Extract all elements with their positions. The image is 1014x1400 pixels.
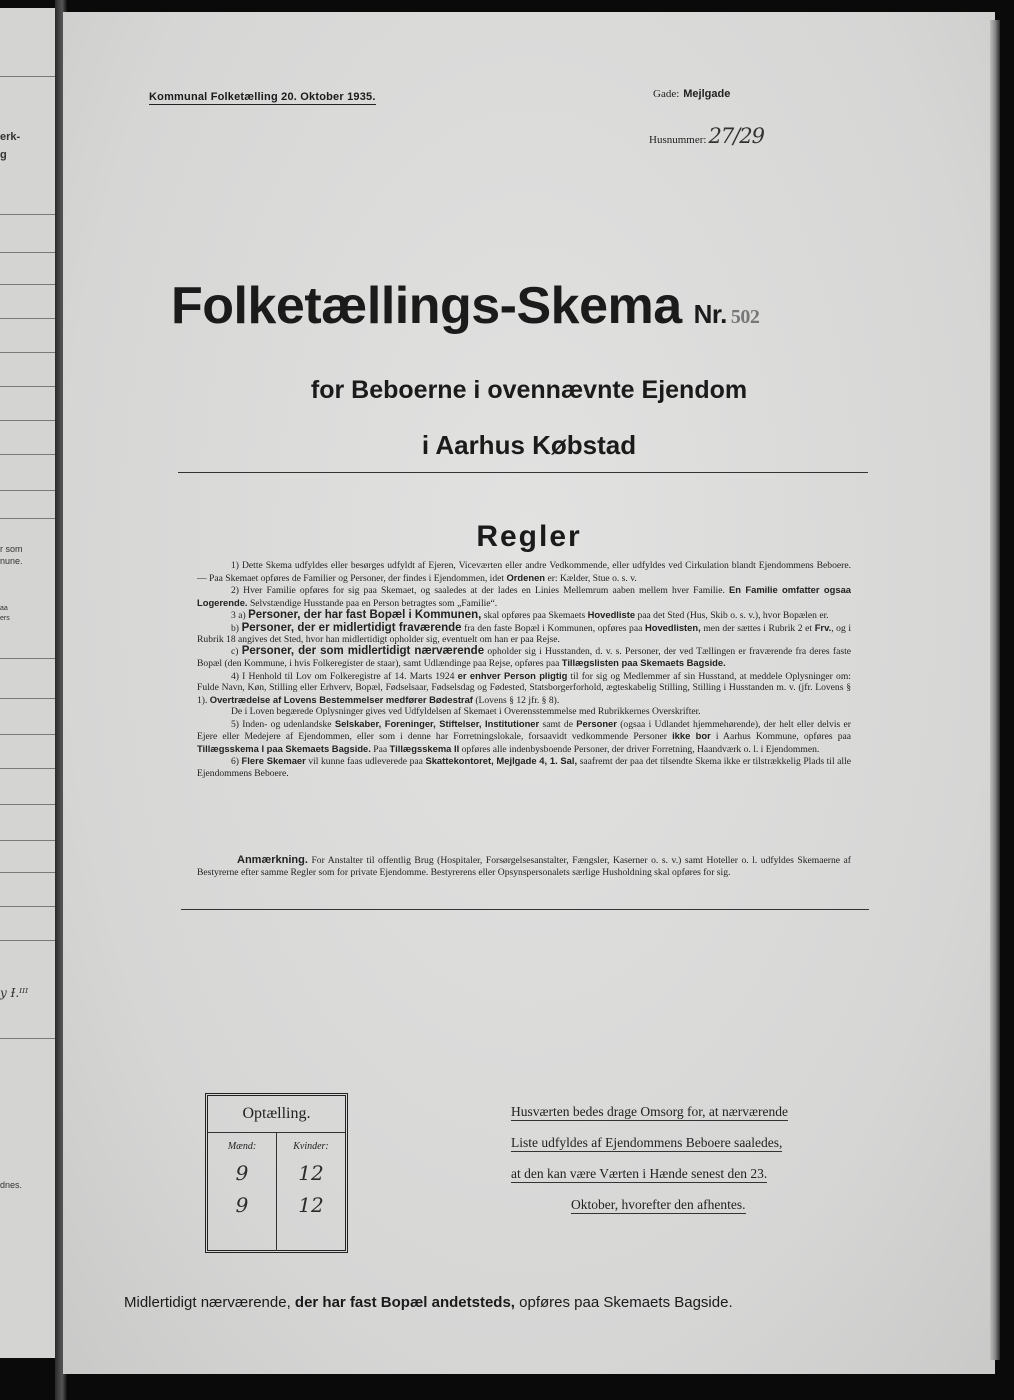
rule-3a: 3 a) Personer, der har fast Bopæl i Kommunen, skal opføres paa Skemaets Hovedliste paa det Sted (Hus, Skib o. s. v.), hvor Bopælen er. (231, 609, 829, 621)
street-field (653, 88, 730, 100)
men-count-check: 9 (235, 1193, 249, 1217)
street-label: Gade: (653, 88, 680, 100)
rule-6: 6) Flere Skemaer vil kunne faas udleverede paa Skattekontoret, Mejlgade 4, 1. Sal, saafremt der paa det tilsendte Skema ikke er tilstrækkelig Plads til alle Ejendommens Beboere. (197, 755, 852, 779)
page-edge (990, 20, 1000, 1360)
left-page-fragment: r som (0, 544, 23, 554)
notice-line-3: at den kan være Værten i Hænde senest den 23. (511, 1166, 768, 1181)
men-label: Mænd: (227, 1141, 257, 1152)
left-page-rule (0, 318, 58, 319)
left-page-fragment: nune. (0, 556, 23, 566)
count-box (205, 1093, 348, 1253)
left-page-rule (0, 840, 58, 841)
rule-2: 2) Hver Familie opføres for sig paa Skemaet, og saaledes at der lades en Linies Mellemrum aaben mellem hver Familie. En Familie omfatter ogsaa Logerende. Selvstændige Husstande paa en Person betragtes som „Familie“. (197, 584, 851, 609)
remark-note (197, 855, 851, 878)
count-box-title: Optælling. (208, 1096, 345, 1133)
rules-text (197, 560, 851, 779)
form-subtitle-2: i Aarhus Købstad (421, 430, 637, 460)
left-page-fragment: y Ɨ.ᴵᴵᴵ (0, 986, 29, 1000)
house-number-value: 27/29 (708, 124, 764, 148)
left-page-edge (0, 8, 58, 1358)
footer-instruction: Midlertidigt nærværende, der har fast Bopæl andetsteds, opføres paa Skemaets Bagside. (124, 1294, 733, 1311)
rule-4: 4) I Henhold til Lov om Folkeregistre af 14. Marts 1924 er enhver Person pligtig til for sig og Medlemmer af sin Husstand, at meddele Oplysninger om: Fulde Navn, Køn, Stilling eller Erhverv, Bopæl, Fødselsaar, Fødselsdag og Fødested, Statsborgerforhold, ægteskabelig Stilling, Stilling i Husstanden m. v. (jfr. Lovens § 1). Overtrædelse af Lovens Bestemmelser medfører Bødestraf (Lovens § 12 jfr. § 8). (197, 669, 851, 706)
left-page-rule (0, 386, 58, 387)
left-page-rule (0, 352, 58, 353)
rule-3c: c) Personer, der som midlertidigt nærværende opholder sig i Husstanden, d. v. s. Personer, der ved Tællingen er fraværende fra deres faste Bopæl (den Kommune, i hvis Folkeregister de staar), samt Udlændinge paa Rejse, opføres paa Tillægslisten paa Skemaets Bagside. (197, 644, 851, 669)
left-page-rule (0, 768, 58, 769)
left-page-rule (0, 698, 58, 699)
men-count: 9 (235, 1161, 249, 1185)
rule-5: 5) Inden- og udenlandske Selskaber, Foreninger, Stiftelser, Institutioner samt de Personer (ogsaa i Udlandet hjemmehørende), der helt eller delvis er Ejere eller Medejere af Ejendommen, eller som i denne har Forretningslokale, forsaavidt vedkommende Personer ikke bor i Aarhus Kommune, opføres paa Tillægsskema I paa Skemaets Bagside. Paa Tillægsskema II opføres alle indenbysboende Personer, der driver Forretning, Haandværk o. l. i Ejendommen. (197, 717, 852, 755)
remark-text: For Anstalter til offentlig Brug (Hospitaler, Forsørgelsesanstalter, Fængsler, Kaserner o. s. v.) samt Hoteller o. l. udfyldes Skemaerne af Bestyrerne efter samme Regler som for private Ejendomme. Bestyrerens eller Opsynspersonalets særlige Husholdning skal opføres for sig. (197, 855, 851, 878)
divider (181, 909, 869, 910)
street-value: Mejlgade (683, 88, 731, 100)
rule-3b: b) Personer, der er midlertidigt fraværende fra den faste Bopæl i Kommunen, opføres paa Hovedlisten, men der sættes i Rubrik 2 et Frv., og i Rubrik 18 angives det Sted, hvor han midlertidigt opholder sig, eventuelt om han er paa Rejse. (197, 621, 852, 645)
left-page-fragment: dnes. (0, 1180, 23, 1190)
left-page-rule (0, 518, 58, 519)
form-title-text: Folketællings-Skema (171, 277, 682, 335)
left-page-fragment: ers (0, 615, 10, 622)
divider (178, 472, 868, 473)
form-number-label: Nr. (693, 299, 727, 329)
left-page-rule (0, 490, 58, 491)
left-page-rule (0, 658, 58, 659)
landlord-notice (511, 1104, 851, 1228)
left-page-rule (0, 454, 58, 455)
left-page-rule (0, 804, 58, 805)
form-title (171, 276, 759, 336)
women-column (277, 1133, 345, 1251)
women-count-check: 12 (298, 1193, 324, 1217)
left-page-rule (0, 872, 58, 873)
left-page-rule (0, 284, 58, 285)
left-page-rule (0, 940, 58, 941)
house-number-field (649, 124, 764, 148)
left-page-rule (0, 1038, 58, 1039)
left-page-fragment: g (0, 149, 7, 161)
women-label: Kvinder: (293, 1141, 329, 1152)
left-page-rule (0, 214, 58, 215)
remark-heading: Anmærkning. (237, 854, 308, 866)
census-form-page (63, 12, 995, 1374)
rules-heading: Regler (476, 520, 582, 553)
women-count: 12 (298, 1161, 324, 1185)
notice-line-4: Oktober, hvorefter den afhentes. (571, 1197, 746, 1212)
left-page-rule (0, 252, 58, 253)
left-page-fragment: erk- (0, 131, 21, 143)
left-page-fragment: aa (0, 605, 8, 612)
form-number-value: 502 (730, 306, 760, 328)
rule-4-note: De i Loven begærede Oplysninger gives ved Udfyldelsen af Skemaet i Overensstemmelse med Rubrikkernes Overskrifter. (231, 706, 701, 717)
rule-1: 1) Dette Skema udfyldes eller besørges udfyldt af Ejeren, Viceværten eller andre Vedkommende, eller udfyldes ved Cirkulation blandt Ejendommens Beboere. — Paa Skemaet opføres de Familier og Personer, der findes i Ejendommen, idet Ordenen er: Kælder, Stue o. s. v. (197, 560, 851, 584)
form-subtitle-1: for Beboerne i ovennævnte Ejendom (310, 376, 748, 404)
notice-line-1: Husværten bedes drage Omsorg for, at nærværende (511, 1104, 789, 1119)
house-number-label: Husnummer: (649, 134, 707, 146)
left-page-rule (0, 734, 58, 735)
men-column (208, 1133, 277, 1251)
notice-line-2: Liste udfyldes af Ejendommens Beboere saaledes, (511, 1135, 783, 1150)
census-header: Kommunal Folketælling 20. Oktober 1935. (149, 91, 376, 103)
left-page-rule (0, 420, 58, 421)
left-page-rule (0, 906, 58, 907)
left-page-rule (0, 76, 58, 77)
